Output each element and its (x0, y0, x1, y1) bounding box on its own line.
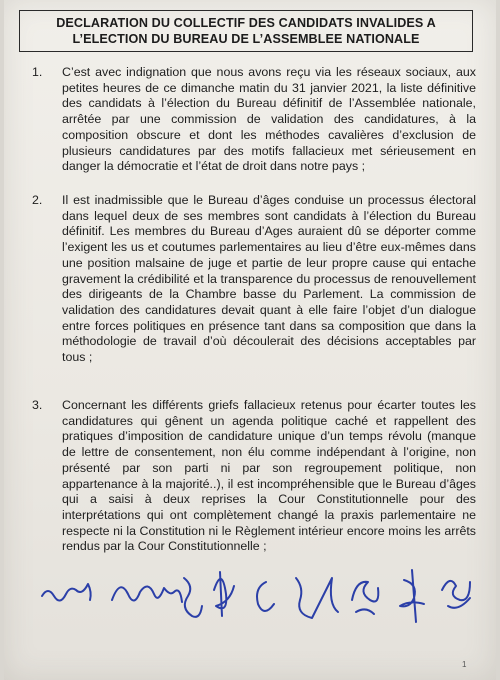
numbered-paragraph-1 (32, 65, 476, 175)
paragraph-number: 2. (32, 193, 43, 207)
signature-8 (400, 570, 424, 622)
paragraph-text: Concernant les différents griefs fallacieux retenus pour écarter toutes les candidatures qui gênent un agenda politique caché et rappellent des pratiques d’imposition de candidature unique d’un temps révolu (manque de lettre de consentement, non élu comme indépendant à l’origine, non présenté par son parti ni par son regroupement politique, non appartenance à la majorité..), il est incompréhensible que le Bureau d’âges qui a saisi à deux reprises la Cour Constitutionnelle pour des interprétations qui ont complètement changé la praxis parlementaire ne respecte ni la Constitution ni le Règlement intérieur encore moins les arrêts rendus par la Cour Constitutionnelle ; (62, 398, 476, 554)
document-title-box (19, 10, 473, 52)
signature-6 (296, 578, 338, 618)
paragraph-text: C’est avec indignation que nous avons reçu via les réseaux sociaux, aux petites heures de ce dimanche matin du 31 janvier 2021, la liste définitive des candidats à l’élection du Bureau définitif de l’Assemblée nationale, arrêtée par une commission de validation des candidatures, à la composition obscure et dont les méthodes cavalières d’exclusion de plusieurs candidatures par des motifs fallacieux met sérieusement en danger la démocratie et l’état de droit dans notre pays ; (62, 65, 476, 174)
signature-2 (112, 586, 182, 602)
title-line-1: DECLARATION DU COLLECTIF DES CANDIDATS INVALIDES A (56, 16, 436, 30)
paragraph-text: Il est inadmissible que le Bureau d’âges conduise un processus électoral dans lequel deux de ses membres sont candidats à l’élection du Bureau définitif. Les membres du Bureau d’Ages auraient dû se déporter comme l’exigent les us et coutumes parlementaires au lieu d’être eux-mêmes dans une position malsaine de juge et partie de leur propre cause qui entache gravement la crédibilité et la transparence du processus de renouvellement des dirigeants de la Chambre basse du Parlement. La commission de validation des candidatures devait quant à elle faire l’objet d’un dialogue entre forces politiques en présence tant dans sa composition que dans la méthodologie de travail d’où découlerait des décisions acceptables par tous ; (62, 193, 476, 365)
handwritten-signatures (34, 560, 484, 630)
signature-7 (352, 582, 378, 614)
paragraph-number: 3. (32, 398, 43, 412)
paragraph-number: 1. (32, 65, 43, 79)
numbered-paragraph-3 (32, 398, 476, 555)
page-mark: 1 (462, 660, 467, 669)
signature-5 (257, 582, 274, 611)
document-page (4, 0, 496, 680)
numbered-paragraph-2 (32, 193, 476, 366)
signature-3 (184, 578, 202, 617)
signature-1 (42, 584, 91, 601)
signature-4 (214, 572, 234, 616)
title-line-2: L’ELECTION DU BUREAU DE L’ASSEMBLEE NATIONALE (72, 32, 420, 46)
signature-9 (442, 581, 470, 608)
